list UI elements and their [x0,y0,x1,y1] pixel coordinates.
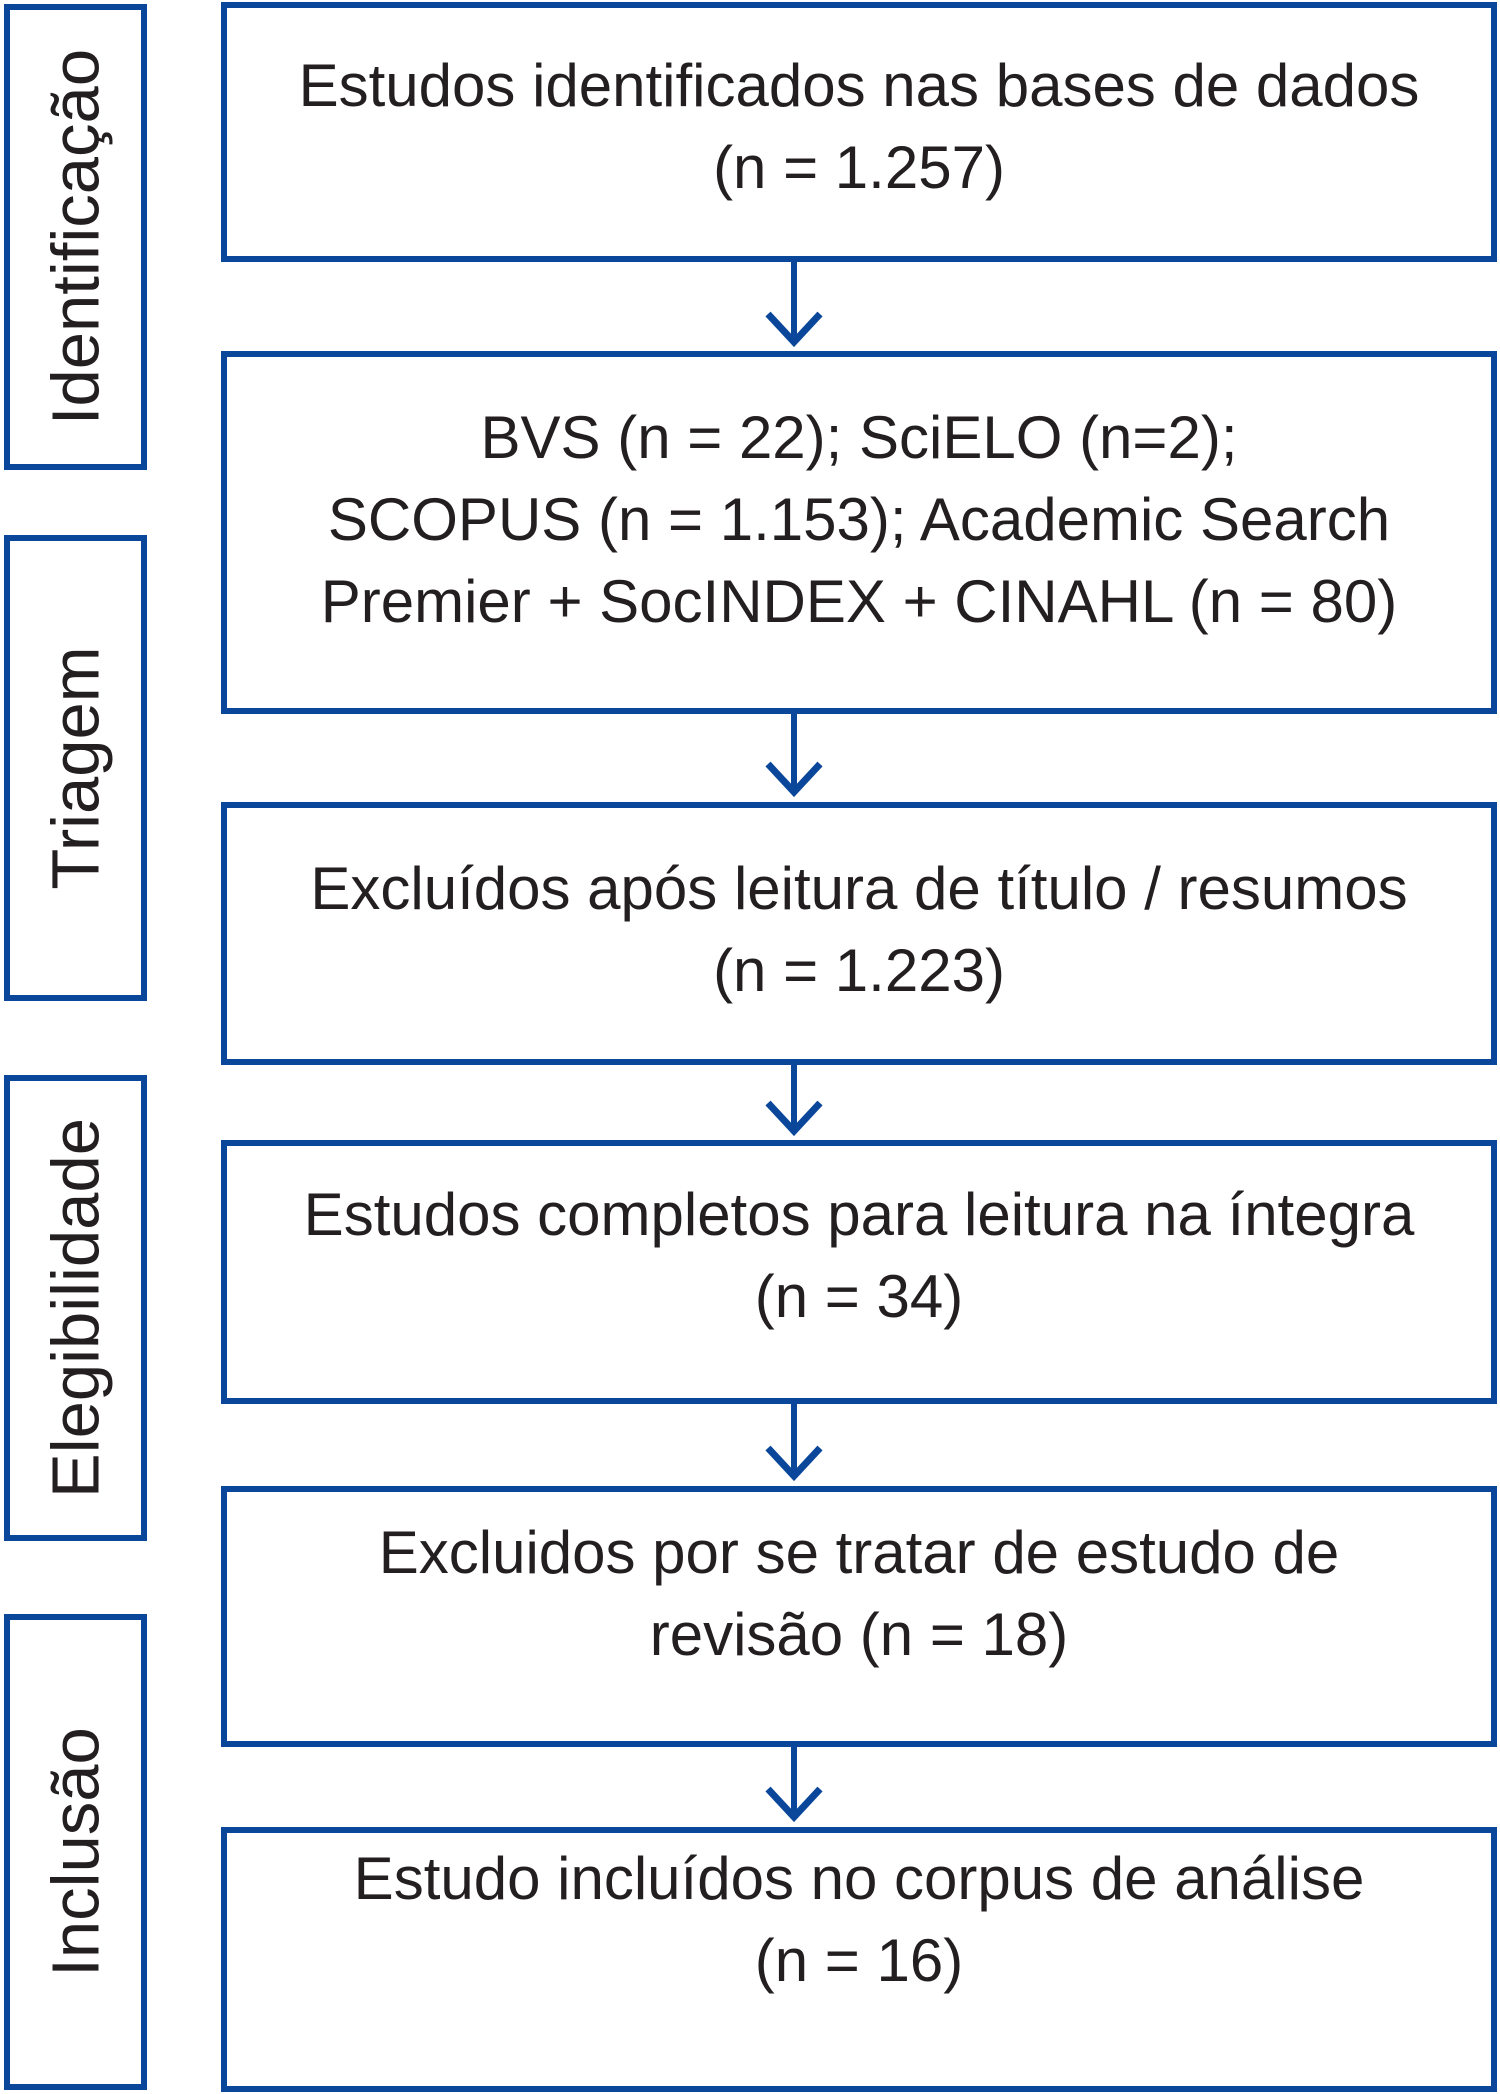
box-identified [221,2,1497,262]
arrow-down-icon [762,1065,826,1140]
box-line: revisão (n = 18) [649,1601,1069,1668]
stage-triagem [4,535,147,1001]
stage-label-text: Identificação [38,48,113,426]
box-line: Premier + SocINDEX + CINAHL (n = 80) [320,568,1398,635]
stage-identificacao [4,4,147,470]
box-line: BVS (n = 22); SciELO (n=2); [480,404,1238,471]
box-line: (n = 34) [754,1263,964,1330]
arrow-down-icon [762,262,826,352]
box-excluded-review [221,1486,1497,1747]
stage-label-text: Inclusão [38,1727,113,1977]
box-line: (n = 1.257) [713,134,1005,201]
arrow-down-icon [762,1404,826,1486]
box-line: Estudos completos para leitura na íntegra [303,1181,1415,1248]
box-line: (n = 1.223) [713,937,1005,1004]
arrow-down-icon [762,1747,826,1827]
box-line: SCOPUS (n = 1.153); Academic Search [327,486,1391,553]
stage-label-text: Elegibilidade [38,1118,113,1498]
box-line: Excluídos após leitura de título / resumos [310,855,1408,922]
arrow-down-icon [762,714,826,802]
box-line: Estudo incluídos no corpus de análise [353,1845,1365,1912]
box-line: Estudos identificados nas bases de dados [298,52,1420,119]
box-included [221,1827,1497,2092]
box-excluded-title [221,802,1497,1065]
box-full-text [221,1140,1497,1404]
box-line: Excluidos por se tratar de estudo de [378,1519,1340,1586]
stage-label-text: Triagem [38,646,113,890]
stage-inclusao [4,1614,147,2090]
stage-elegibilidade [4,1075,147,1541]
box-line: (n = 16) [754,1927,964,1994]
box-sources [221,351,1497,714]
